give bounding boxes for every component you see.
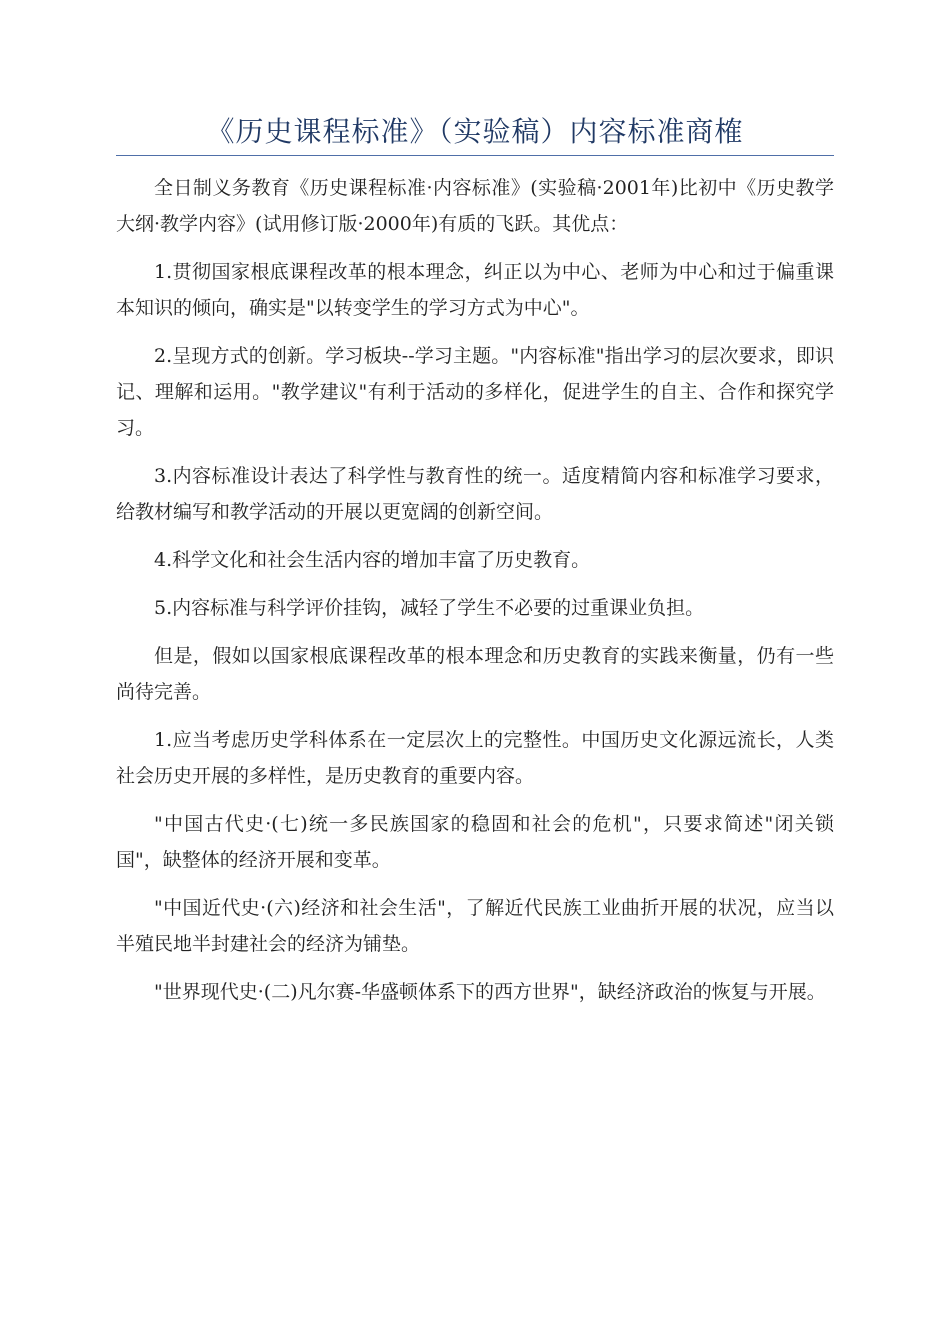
paragraph: "中国近代史·(六)经济和社会生活"，了解近代民族工业曲折开展的状况，应当以半殖民地半封建社会的经济为铺垫。 — [116, 897, 834, 955]
title-underline — [116, 155, 834, 156]
paragraph: "中国古代史·(七)统一多民族国家的稳固和社会的危机"，只要求简述"闭关锁国"，缺整体的经济开展和变革。 — [116, 813, 834, 871]
paragraph: 5.内容标准与科学评价挂钩，减轻了学生不必要的过重课业负担。 — [154, 597, 705, 619]
document-body — [116, 170, 834, 1022]
paragraph: 1.应当考虑历史学科体系在一定层次上的完整性。中国历史文化源远流长，人类社会历史开展的多样性，是历史教育的重要内容。 — [116, 729, 834, 787]
paragraph: 2.呈现方式的创新。学习板块--学习主题。"内容标准"指出学习的层次要求，即识记、理解和运用。"教学建议"有利于活动的多样化，促进学生的自主、合作和探究学习。 — [116, 345, 834, 439]
paragraph: 全日制义务教育《历史课程标准·内容标准》(实验稿·2001年)比初中《历史教学大纲·教学内容》(试用修订版·2000年)有质的飞跃。其优点： — [116, 177, 834, 235]
paragraph: 3.内容标准设计表达了科学性与教育性的统一。适度精简内容和标准学习要求，给教材编写和教学活动的开展以更宽阔的创新空间。 — [116, 465, 834, 523]
paragraph: 1.贯彻国家根底课程改革的根本理念，纠正以为中心、老师为中心和过于偏重课本知识的倾向，确实是"以转变学生的学习方式为中心"。 — [116, 261, 834, 319]
document-title: 《历史课程标准》（实验稿）内容标准商榷 — [206, 115, 744, 148]
paragraph: 但是，假如以国家根底课程改革的根本理念和历史教育的实践来衡量，仍有一些尚待完善。 — [116, 645, 834, 703]
paragraph: "世界现代史·(二)凡尔赛-华盛顿体系下的西方世界"，缺经济政治的恢复与开展。 — [154, 981, 826, 1003]
paragraph: 4.科学文化和社会生活内容的增加丰富了历史教育。 — [154, 549, 591, 571]
